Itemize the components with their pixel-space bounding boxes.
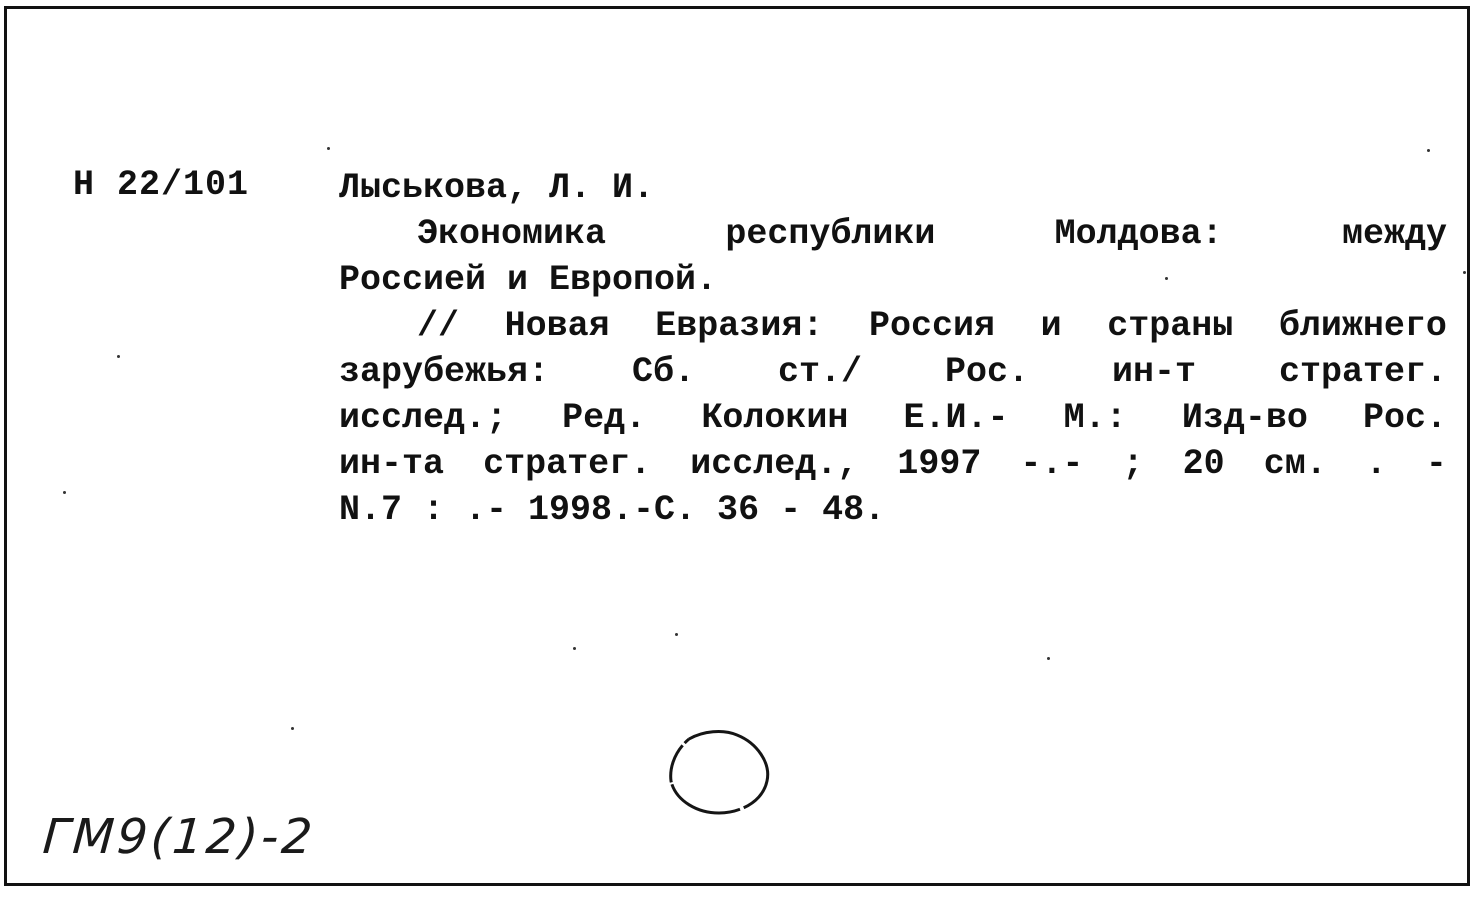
source-word: - [1425,444,1447,484]
paper-speck [1165,277,1168,280]
source-word: см. [1263,444,1327,484]
title-line-1 [339,211,1447,257]
source-word: Евразия: [655,306,824,346]
author: Лыськова, Л. И. [339,168,655,208]
source-word: Новая [504,306,610,346]
source-word: Ред. [562,398,647,438]
paper-speck [675,633,678,636]
source-word: и [1040,306,1062,346]
title-word: республики [725,214,936,254]
source-word: // [417,306,460,346]
paper-speck [1427,149,1430,152]
source-word: Колокин [701,398,849,438]
paper-speck [117,355,120,358]
catalog-card [4,6,1470,886]
source-word: Россия [868,306,995,346]
paper-speck [291,727,294,730]
source-word: Сб. [632,352,696,392]
title-word: Экономика [417,214,607,254]
source-line-2 [339,349,1447,395]
title-word: между [1341,214,1447,254]
source-word: . [1365,444,1387,484]
title-word: Молдова: [1054,214,1223,254]
source-word: Изд-во [1181,398,1308,438]
source-word: стратег. [483,444,652,484]
title-line-2: Россией и Европой. [339,260,718,300]
source-word: исслед.; [339,398,508,438]
source-line-5: N.7 : .- 1998.-С. 36 - 48. [339,490,886,530]
paper-speck [573,647,576,650]
source-word: зарубежья: [339,352,550,392]
source-word: ст./ [778,352,863,392]
source-word: Рос. [944,352,1029,392]
bibliographic-entry [339,165,1447,533]
source-word: страны [1107,306,1234,346]
paper-speck [1047,657,1050,660]
handwritten-call-number: ГМ9(12)-2 [41,809,318,865]
source-word: стратег. [1278,352,1447,392]
source-word: 20 [1182,444,1225,484]
shelfmark: Н 22/101 [73,165,250,205]
source-word: Рос. [1363,398,1448,438]
source-word: ин-та [339,444,445,484]
source-word: ин-т [1111,352,1196,392]
source-word: исслед., [690,444,859,484]
source-word: М.: [1063,398,1127,438]
source-line-3 [339,395,1447,441]
source-word: ближнего [1278,306,1447,346]
source-word: Е.И.- [903,398,1009,438]
paper-speck [1463,271,1466,274]
source-line-4 [339,441,1447,487]
source-word: 1997 [897,444,982,484]
source-word: -.- [1020,444,1084,484]
source-word: ; [1122,444,1144,484]
paper-speck [63,491,66,494]
paper-speck [327,147,330,150]
punch-hole [667,725,773,817]
source-line-1 [339,303,1447,349]
